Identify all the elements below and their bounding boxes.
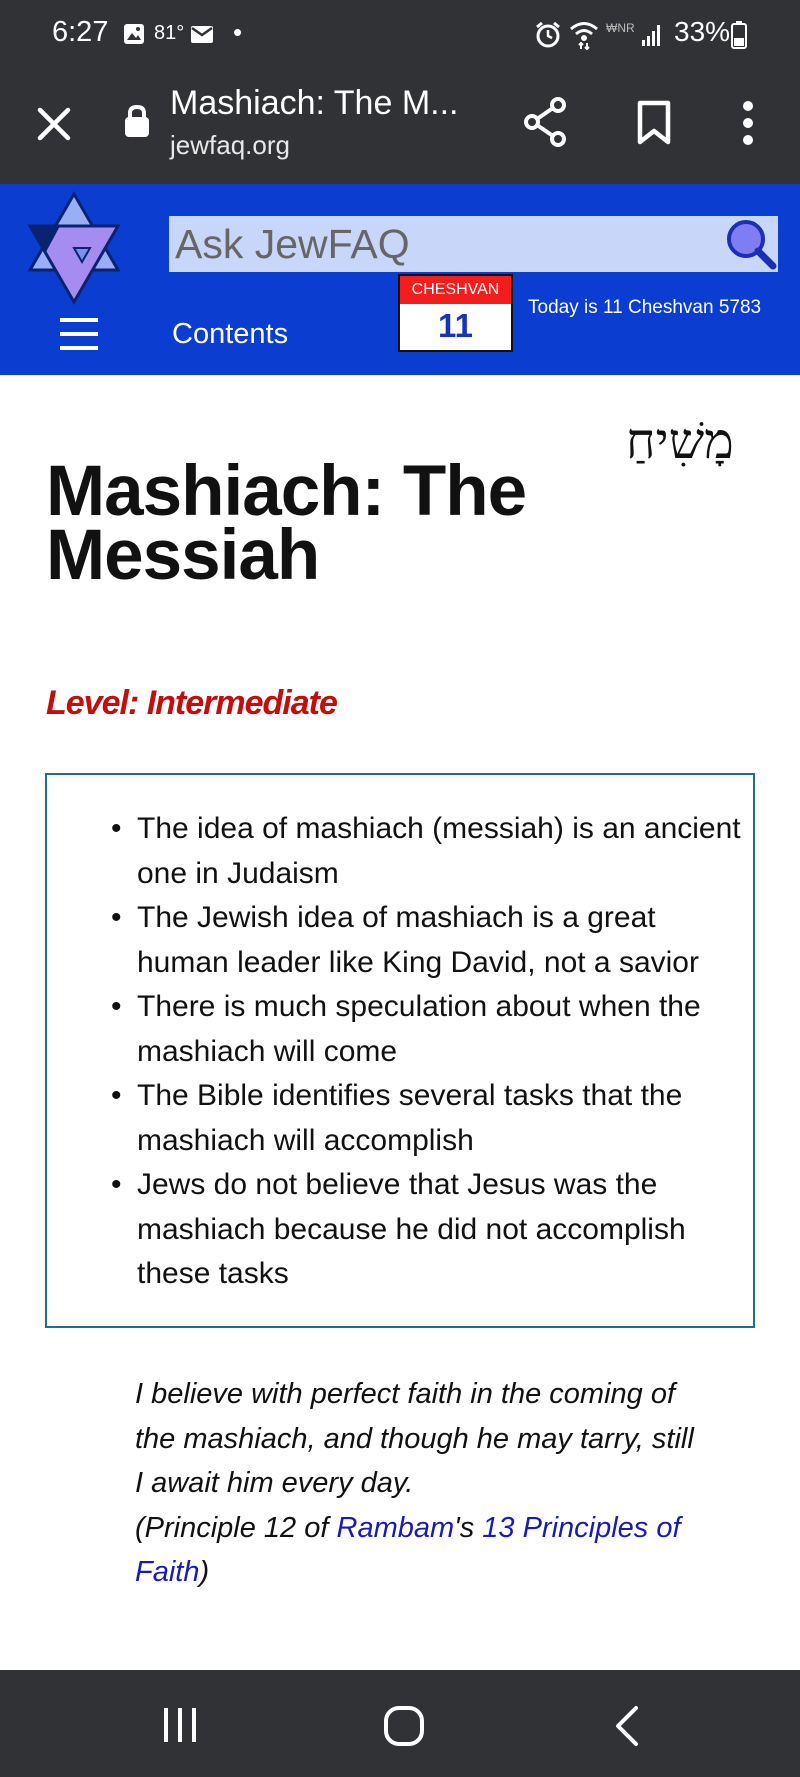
calendar-month: CHESHVAN (400, 276, 511, 304)
quote-source-prefix: (Principle 12 of (135, 1511, 337, 1544)
share-icon[interactable] (522, 96, 570, 148)
page-tab-title[interactable]: Mashiach: The M... (170, 84, 459, 122)
battery-percent: 33% (674, 16, 731, 47)
status-temperature: 81° (154, 22, 185, 44)
summary-item: • The idea of mashiach (messiah) is an ancient one in Judaism (137, 807, 747, 896)
search-input[interactable] (169, 216, 725, 272)
quote-text: I believe with perfect faith in the coming of the mashiach, and though he may tarry, still I await him every day. (135, 1378, 694, 1499)
principles-of-faith-link[interactable]: 13 Principles of Faith (135, 1511, 681, 1588)
search-icon (722, 216, 778, 272)
summary-item: • The Jewish idea of mashiach is a great human leader like King David, not a savior (137, 896, 747, 985)
quote-source-suffix: ) (199, 1556, 210, 1588)
mail-icon (190, 25, 214, 44)
hebrew-date-calendar[interactable] (398, 274, 513, 352)
hebrew-title: מָשִׁיחַ (626, 412, 734, 470)
summary-list (137, 807, 747, 1297)
more-icon[interactable] (737, 100, 759, 146)
summary-item: • There is much speculation about when the mashiach will come (137, 985, 747, 1074)
summary-box (45, 773, 755, 1328)
today-date-text: Today is 11 Cheshvan 5783 (528, 297, 762, 318)
calendar-day: 11 (438, 307, 473, 344)
lock-icon[interactable] (124, 104, 150, 138)
summary-item: • The Bible identifies several tasks that the mashiach will accomplish (137, 1074, 747, 1163)
page-title: Mashiach: The Messiah (46, 452, 527, 595)
quote-source-mid: 's (454, 1511, 483, 1544)
status-bar (0, 0, 800, 70)
recent-apps-icon[interactable] (160, 1706, 200, 1744)
wifi-icon (568, 18, 600, 50)
alarm-icon (534, 21, 562, 49)
back-icon[interactable] (612, 1704, 642, 1748)
level-label: Level: Intermediate (46, 684, 337, 722)
signal-icon (606, 20, 666, 48)
status-time: 6:27 (52, 16, 109, 48)
home-icon[interactable] (382, 1704, 426, 1748)
url-text[interactable]: jewfaq.org (170, 130, 290, 160)
rambam-link[interactable]: Rambam (336, 1511, 455, 1544)
svg-text:₩NR: ₩NR (606, 21, 635, 35)
battery-icon (731, 21, 747, 49)
close-icon[interactable] (32, 102, 76, 146)
image-icon (122, 22, 146, 46)
android-nav-bar (0, 1670, 800, 1777)
search-button[interactable] (722, 216, 778, 272)
contents-link[interactable]: Contents (172, 318, 289, 350)
summary-item: • Jews do not believe that Jesus was the mashiach because he did not accomplish these tasks (137, 1163, 747, 1297)
star-of-david-logo[interactable] (24, 190, 124, 306)
rambam-quote (135, 1372, 695, 1595)
site-header (0, 184, 800, 375)
browser-toolbar (0, 70, 800, 184)
menu-icon[interactable] (60, 318, 98, 358)
bookmark-icon[interactable] (636, 100, 672, 146)
status-dot: • (233, 17, 243, 47)
